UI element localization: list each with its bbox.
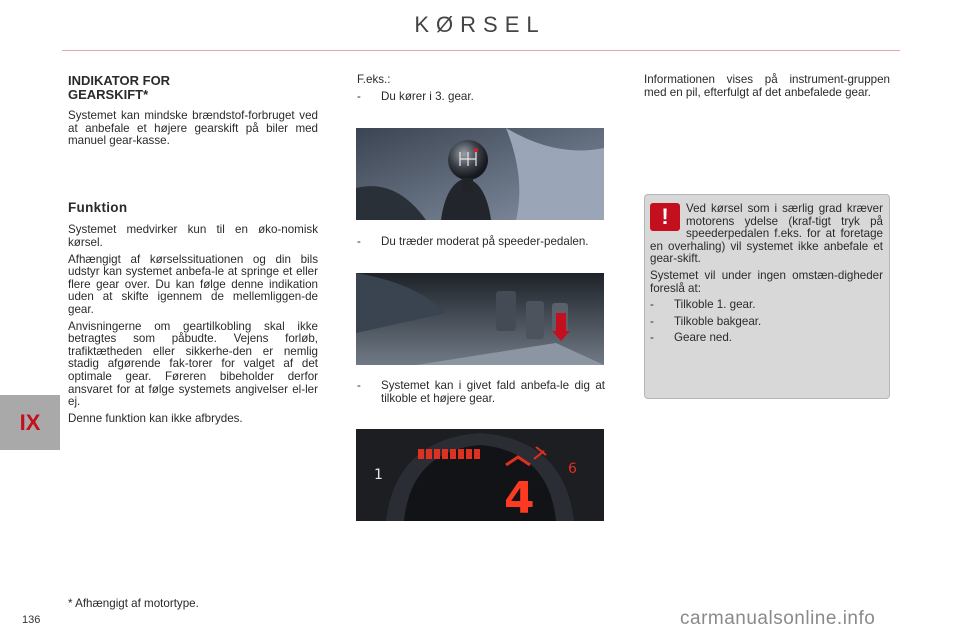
watermark: carmanualsonline.info — [680, 608, 876, 629]
column-1 — [68, 74, 318, 429]
gear-lever-photo — [356, 128, 604, 220]
instrument-display-photo — [356, 429, 604, 521]
list-item: - Du træder moderat på speeder-pedalen. — [357, 235, 589, 248]
list-item: - Tilkoble 1. gear. — [650, 298, 756, 312]
list-item: - Du kører i 3. gear. — [357, 89, 474, 103]
column-2-bottom — [357, 380, 605, 409]
warning-box — [644, 194, 890, 399]
example-label: F.eks.: — [357, 73, 391, 86]
column-2-top — [357, 74, 605, 107]
footnote: * Afhængigt af motortype. — [68, 597, 199, 610]
page-header-title: KØRSEL — [414, 12, 546, 37]
function-paragraph-1: Systemet medvirker kun til en øko-nomisk kørsel. — [68, 223, 318, 249]
column-2-mid — [357, 236, 605, 253]
function-paragraph-4: Denne funktion kan ikke afbrydes. — [68, 411, 243, 425]
function-paragraph-2: Afhængigt af kørselssituationen og din bils udstyr kan systemet anbefa-le at springe et eller flere gear over. Du kan følge denne indikation uden at skifte igennem de mellemliggen-de gear. — [68, 252, 318, 316]
function-paragraph-3: Anvisningerne om geartilkobling skal ikke betragtes som påbudte. Vejens forløb, trafiktætheden eller sikkerhe-den er nemlig stadig afgørende fak-torer for valget af det optimale gear. Føreren bibeholder derfor ansvaret for at følge systemets angivelser el-ler ej. — [68, 319, 318, 409]
column-3 — [644, 74, 890, 103]
section-title-function: Funktion — [68, 199, 128, 215]
list-item: - Systemet kan i givet fald anbefa-le dig at tilkoble et højere gear. — [357, 379, 605, 405]
warning-text-1: Ved kørsel som i særlig grad kræver motorens ydelse (kraf-tigt tryk på speederpedalen f.eks. for at foretage en overhaling) vil systemet ikke anbefale et gear-skift. — [650, 202, 883, 266]
warning-icon: ! — [650, 203, 680, 231]
intro-paragraph: Systemet kan mindske brændstof-forbruget ved at anbefale et højere gearskift på biler med manuel gear-kasse. — [68, 109, 318, 148]
dial-label-6: 6 — [568, 461, 577, 477]
chapter-tab-label: IX — [19, 409, 41, 435]
pedals-photo — [356, 273, 604, 365]
section-title-gearshift: INDIKATOR FOR GEARSKIFT* — [68, 73, 171, 102]
display-gear-digit: 4 — [504, 473, 535, 521]
dial-label-1: 1 — [374, 467, 383, 483]
list-item: - Geare ned. — [650, 331, 733, 345]
info-paragraph: Informationen vises på instrument-gruppen med en pil, efterfulgt af det anbefalede gear. — [644, 73, 890, 99]
header-rule — [62, 50, 900, 51]
chapter-tab — [0, 395, 60, 450]
list-item: - Tilkoble bakgear. — [650, 314, 762, 328]
page-number: 136 — [22, 614, 41, 626]
warning-text-2: Systemet vil under ingen omstæn-digheder foreslå at: — [650, 268, 883, 295]
